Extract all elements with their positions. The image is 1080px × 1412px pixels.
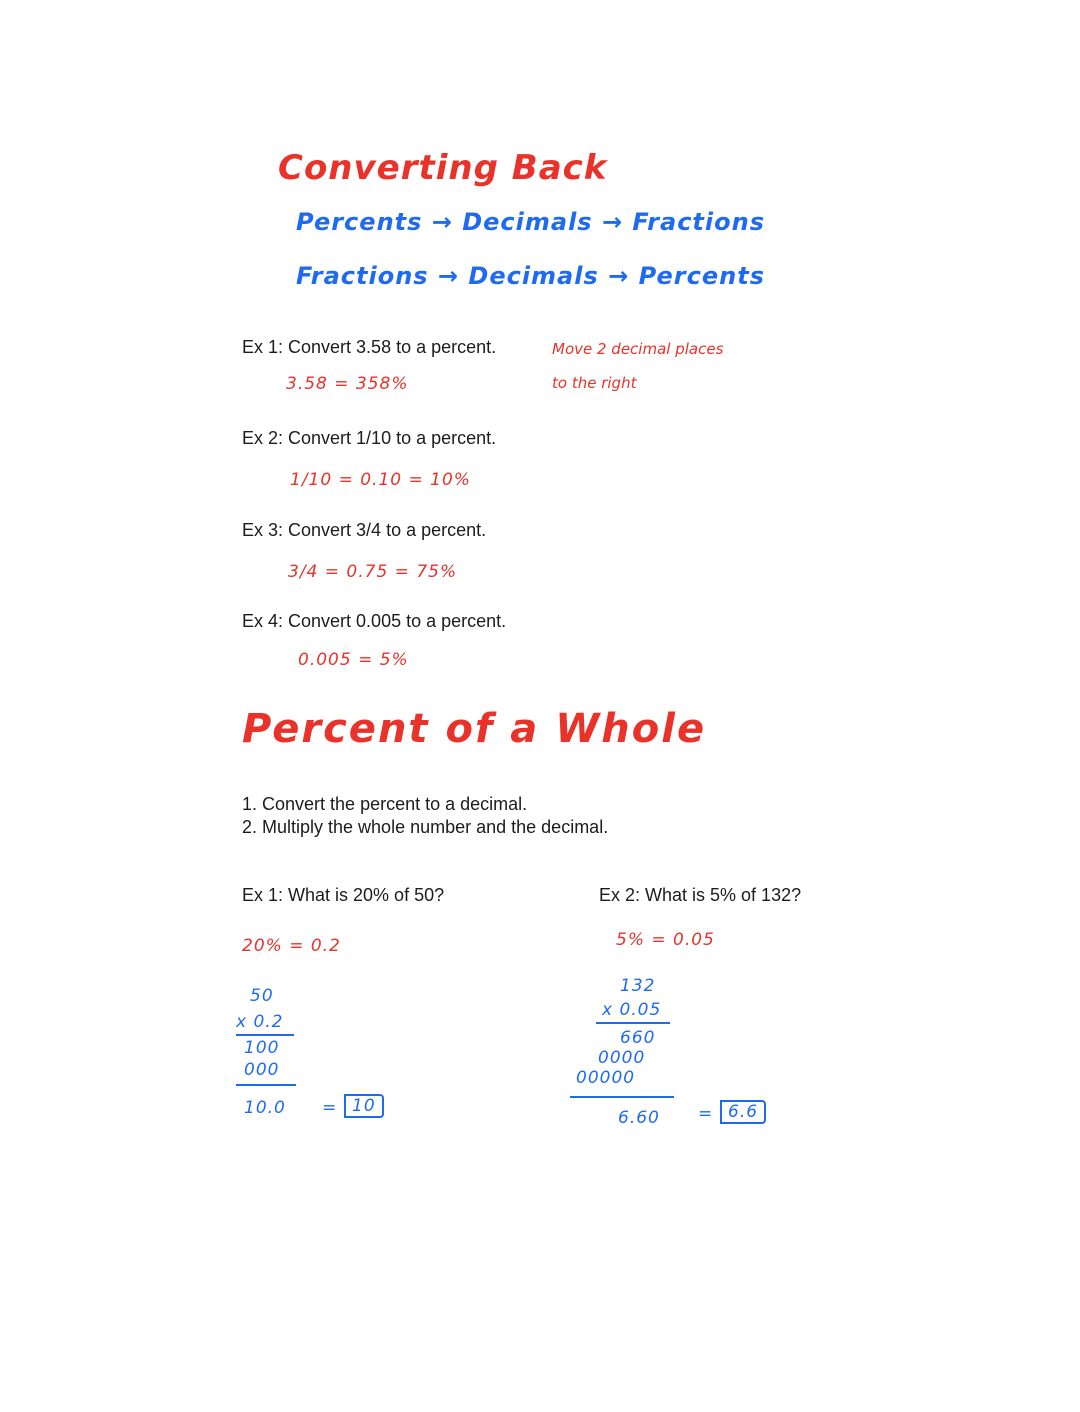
whole-example-1-rule-1 — [236, 1034, 294, 1036]
whole-example-2-answer-box — [720, 1100, 766, 1124]
whole-example-1-multiplicand: 50 — [250, 986, 274, 1006]
conversion-order-line-1: Percents → Decimals → Fractions — [296, 208, 765, 236]
whole-example-1-multiplier: x 0.2 — [236, 1012, 284, 1032]
whole-example-2-multiplicand: 132 — [620, 976, 656, 996]
example-3-prompt: Ex 3: Convert 3/4 to a percent. — [242, 520, 487, 540]
whole-example-1-product: 10.0 — [244, 1098, 286, 1118]
example-3-work: 3/4 = 0.75 = 75% — [288, 562, 458, 582]
whole-example-2-rule-2 — [570, 1096, 674, 1098]
whole-example-1-equals: = — [322, 1098, 338, 1118]
whole-example-1-answer: 10 — [344, 1094, 384, 1118]
whole-example-2-partial-2: 0000 — [598, 1048, 646, 1068]
example-1-note-line-1: Move 2 decimal places — [552, 340, 724, 358]
step-2: 2. Multiply the whole number and the decimal. — [242, 817, 609, 837]
section-title: Percent of a Whole — [242, 706, 707, 752]
page-title: Converting Back — [278, 148, 608, 188]
whole-example-2-partial-3: 00000 — [576, 1068, 636, 1088]
example-1-prompt: Ex 1: Convert 3.58 to a percent. — [242, 337, 497, 357]
whole-example-2-multiplier: x 0.05 — [602, 1000, 662, 1020]
whole-example-1-rule-2 — [236, 1084, 296, 1086]
conversion-order-line-2: Fractions → Decimals → Percents — [296, 262, 765, 290]
example-1-work: 3.58 = 358% — [286, 374, 409, 394]
whole-example-2-partial-1: 660 — [620, 1028, 656, 1048]
example-4-prompt: Ex 4: Convert 0.005 to a percent. — [242, 611, 507, 631]
whole-example-1-conversion: 20% = 0.2 — [242, 936, 341, 956]
whole-example-2-prompt: Ex 2: What is 5% of 132? — [599, 885, 802, 905]
whole-example-1-answer-box — [344, 1094, 384, 1118]
whole-example-2-equals: = — [698, 1104, 714, 1124]
example-2-work: 1/10 = 0.10 = 10% — [290, 470, 471, 490]
example-4-work: 0.005 = 5% — [298, 650, 409, 670]
whole-example-1-partial-1: 100 — [244, 1038, 280, 1058]
step-1: 1. Convert the percent to a decimal. — [242, 794, 528, 814]
whole-example-1-prompt: Ex 1: What is 20% of 50? — [242, 885, 445, 905]
whole-example-2-conversion: 5% = 0.05 — [616, 930, 715, 950]
example-1-note-line-2: to the right — [552, 374, 637, 392]
whole-example-1-partial-2: 000 — [244, 1060, 280, 1080]
whole-example-2-product: 6.60 — [618, 1108, 660, 1128]
example-2-prompt: Ex 2: Convert 1/10 to a percent. — [242, 428, 497, 448]
whole-example-2-rule-1 — [596, 1022, 670, 1024]
whole-example-2-answer: 6.6 — [720, 1100, 766, 1124]
